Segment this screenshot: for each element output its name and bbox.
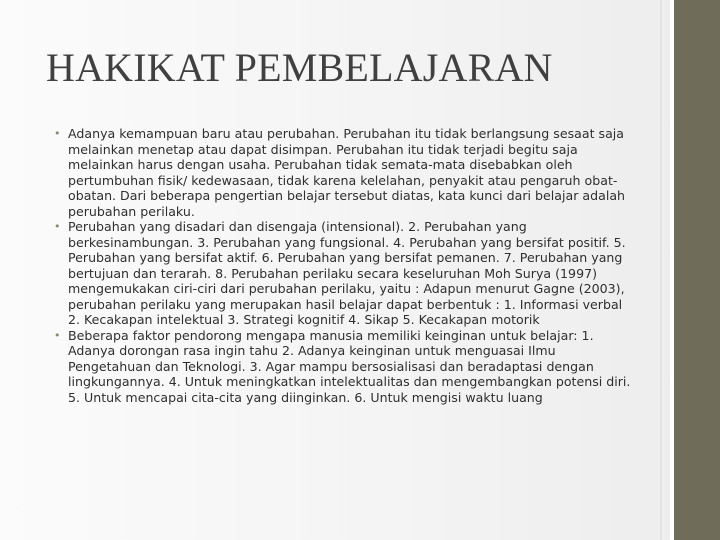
list-item [52,126,637,219]
bullet-text: Perubahan yang disadari dan disengaja (intensional). 2. Perubahan yang berkesinambungan. 3. Perubahan yang fungsional. 4. Perubahan yang bersifat positif. 5. Perubahan yang bersifat aktif. 6. Perubahan yang bersifat pemanen. 7. Perubahan yang bertujuan dan terarah. 8. Perubahan perilaku secara keseluruhan Moh Surya (1997) mengemukakan ciri-ciri dari perubahan perilaku, yaitu : Adapun menurut Gagne (2003), perubahan perilaku yang merupakan hasil belajar dapat berbentuk : 1. Informasi verbal 2. Kecakapan intelektual 3. Strategi kognitif 4. Sikap 5. Kecakapan motorik [68,219,626,327]
bullet-dot-icon: • [54,220,61,233]
list-item [52,219,637,328]
bullet-dot-icon: • [54,127,61,140]
bullet-text: Adanya kemampuan baru atau perubahan. Perubahan itu tidak berlangsung sesaat saja melainkan menetap atau dapat disimpan. Perubahan itu tidak terjadi begitu saja melainkan harus dengan usaha. Perubahan tidak semata-mata disebabkan oleh pertumbuhan fisik/ kedewasaan, tidak karena kelelahan, penyakit atau pengaruh obat-obatan. Dari beberapa pengertian belajar tersebut diatas, kata kunci dari belajar adalah perubahan perilaku. [68,126,626,219]
bullet-text: Beberapa faktor pendorong mengapa manusia memiliki keinginan untuk belajar: 1. Adanya dorongan rasa ingin tahu 2. Adanya keinginan untuk menguasai Ilmu Pengetahuan dan Teknologi. 3. Agar mampu bersosialisasi dan beradaptasi dengan lingkungannya. 4. Untuk meningkatkan intelektualitas dan mengembangkan potensi diri. 5. Untuk mencapai cita-cita yang diinginkan. 6. Untuk mengisi waktu luang [68,327,631,405]
bullet-dot-icon: • [54,328,61,342]
list-item [52,328,637,406]
slide-title: HAKIKAT PEMBELAJARAN [46,45,553,90]
decorative-divider-line [660,0,662,540]
accent-side-bar [670,0,720,540]
bullet-list [52,126,637,405]
